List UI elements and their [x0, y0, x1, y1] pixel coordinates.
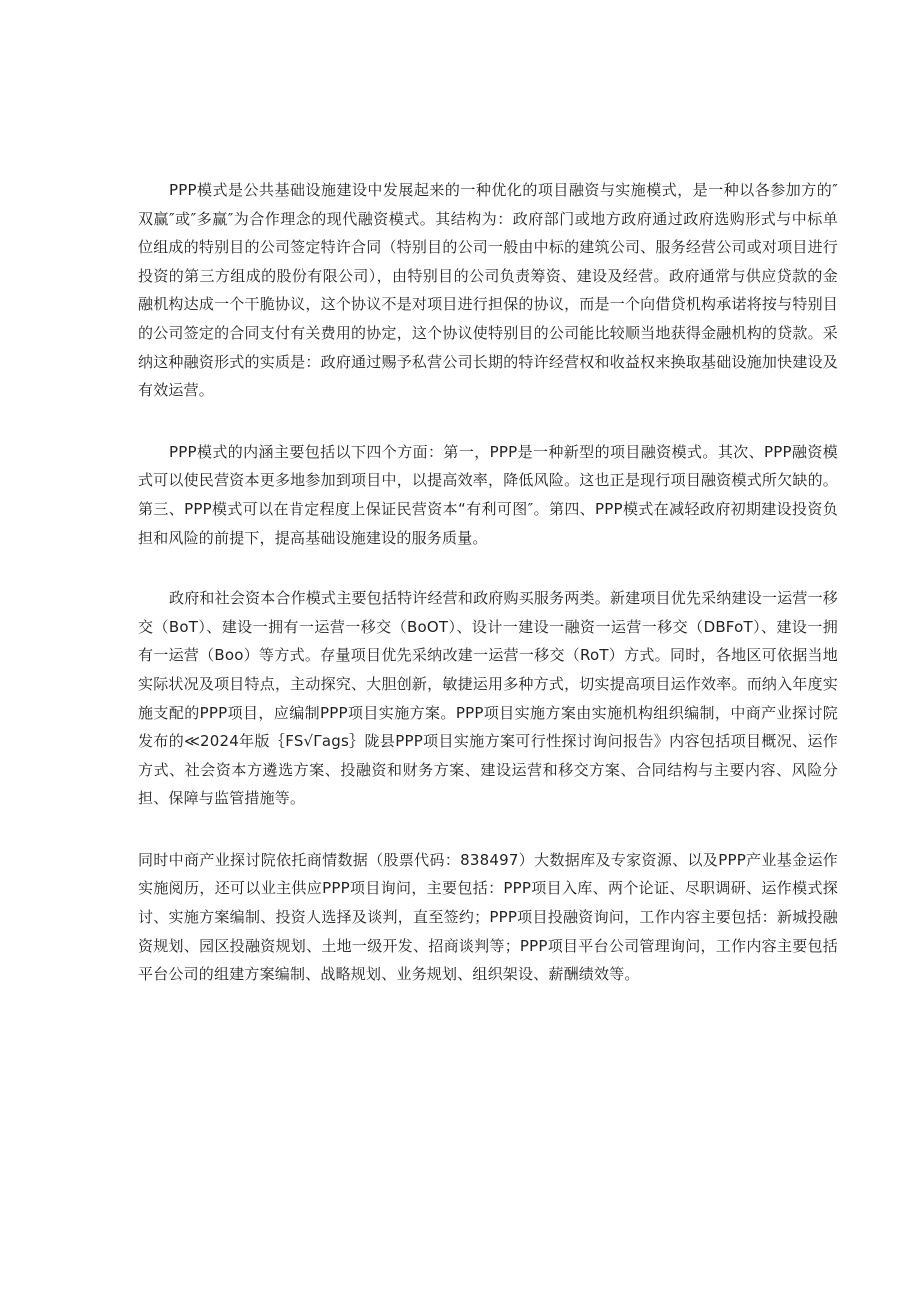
document-page — [138, 176, 838, 989]
paragraph-consulting-services: 同时中商产业探讨院依托商情数据（股票代码：838497）大数据库及专家资源、以及PPP产业基金运作实施阅历，还可以业主供应PPP项目询问，主要包括：PPP项目入库、两个论证、尽职调研、运作模式探讨、实施方案编制、投资人选择及谈判，直至签约；PPP项目投融资询问，工作内容主要包括：新城投融资规划、园区投融资规划、土地一级开发、招商谈判等；PPP项目平台公司管理询问，工作内容主要包括平台公司的组建方案编制、战略规划、业务规划、组织架设、薪酬绩效等。 — [138, 850, 838, 984]
paragraph-cooperation-modes: 政府和社会资本合作模式主要包括特许经营和政府购买服务两类。新建项目优先采纳建设一运营一移交（BoT）、建设一拥有一运营一移交（BoOT）、设计一建设一融资一运营一移交（DBFoT）、建设一拥有一运营（Boo）等方式。存量项目优先采纳改建一运营一移交（RoT）方式。同时，各地区可依据当地实际状况及项目特点，主动探究、大胆创新，敏捷运用多种方式，切实提高项目运作效率。而纳入年度实施支配的PPP项目，应编制PPP项目实施方案。PPP项目实施方案由实施机构组织编制，中商产业探讨院发布的≪2024年版｛FS√Γags｝陇县PPP项目实施方案可行性探讨询问报告》内容包括项目概况、运作方式、社会资本方遴选方案、投融资和财务方案、建设运营和移交方案、合同结构与主要内容、风险分担、保障与监管措施等。 — [138, 589, 838, 808]
paragraph-ppp-definition: PPP模式是公共基础设施建设中发展起来的一种优化的项目融资与实施模式，是一种以各参加方的″双赢″或″多赢″为合作理念的现代融资模式。其结构为：政府部门或地方政府通过政府选购形式与中标单位组成的特别目的公司签定特许合同（特别目的公司一般由中标的建筑公司、服务经营公司或对项目进行投资的第三方组成的股份有限公司），由特别目的公司负责筹资、建设及经营。政府通常与供应贷款的金融机构达成一个干脆协议，这个协议不是对项目进行担保的协议，而是一个向借贷机构承诺将按与特别目的公司签定的合同支付有关费用的协定，这个协议使特别目的公司能比较顺当地获得金融机构的贷款。采纳这种融资形式的实质是：政府通过赐予私营公司长期的特许经营权和收益权来换取基础设施加快建设及有效运营。 — [138, 181, 838, 400]
paragraph-ppp-connotation: PPP模式的内涵主要包括以下四个方面：第一，PPP是一种新型的项目融资模式。其次、PPP融资模式可以使民营资本更多地参加到项目中，以提高效率，降低风险。这也正是现行项目融资模式所欠缺的。第三、PPP模式可以在肯定程度上保证民营资本“有利可图″。第四、PPP模式在减轻政府初期建设投资负担和风险的前提下，提高基础设施建设的服务质量。 — [138, 442, 838, 547]
